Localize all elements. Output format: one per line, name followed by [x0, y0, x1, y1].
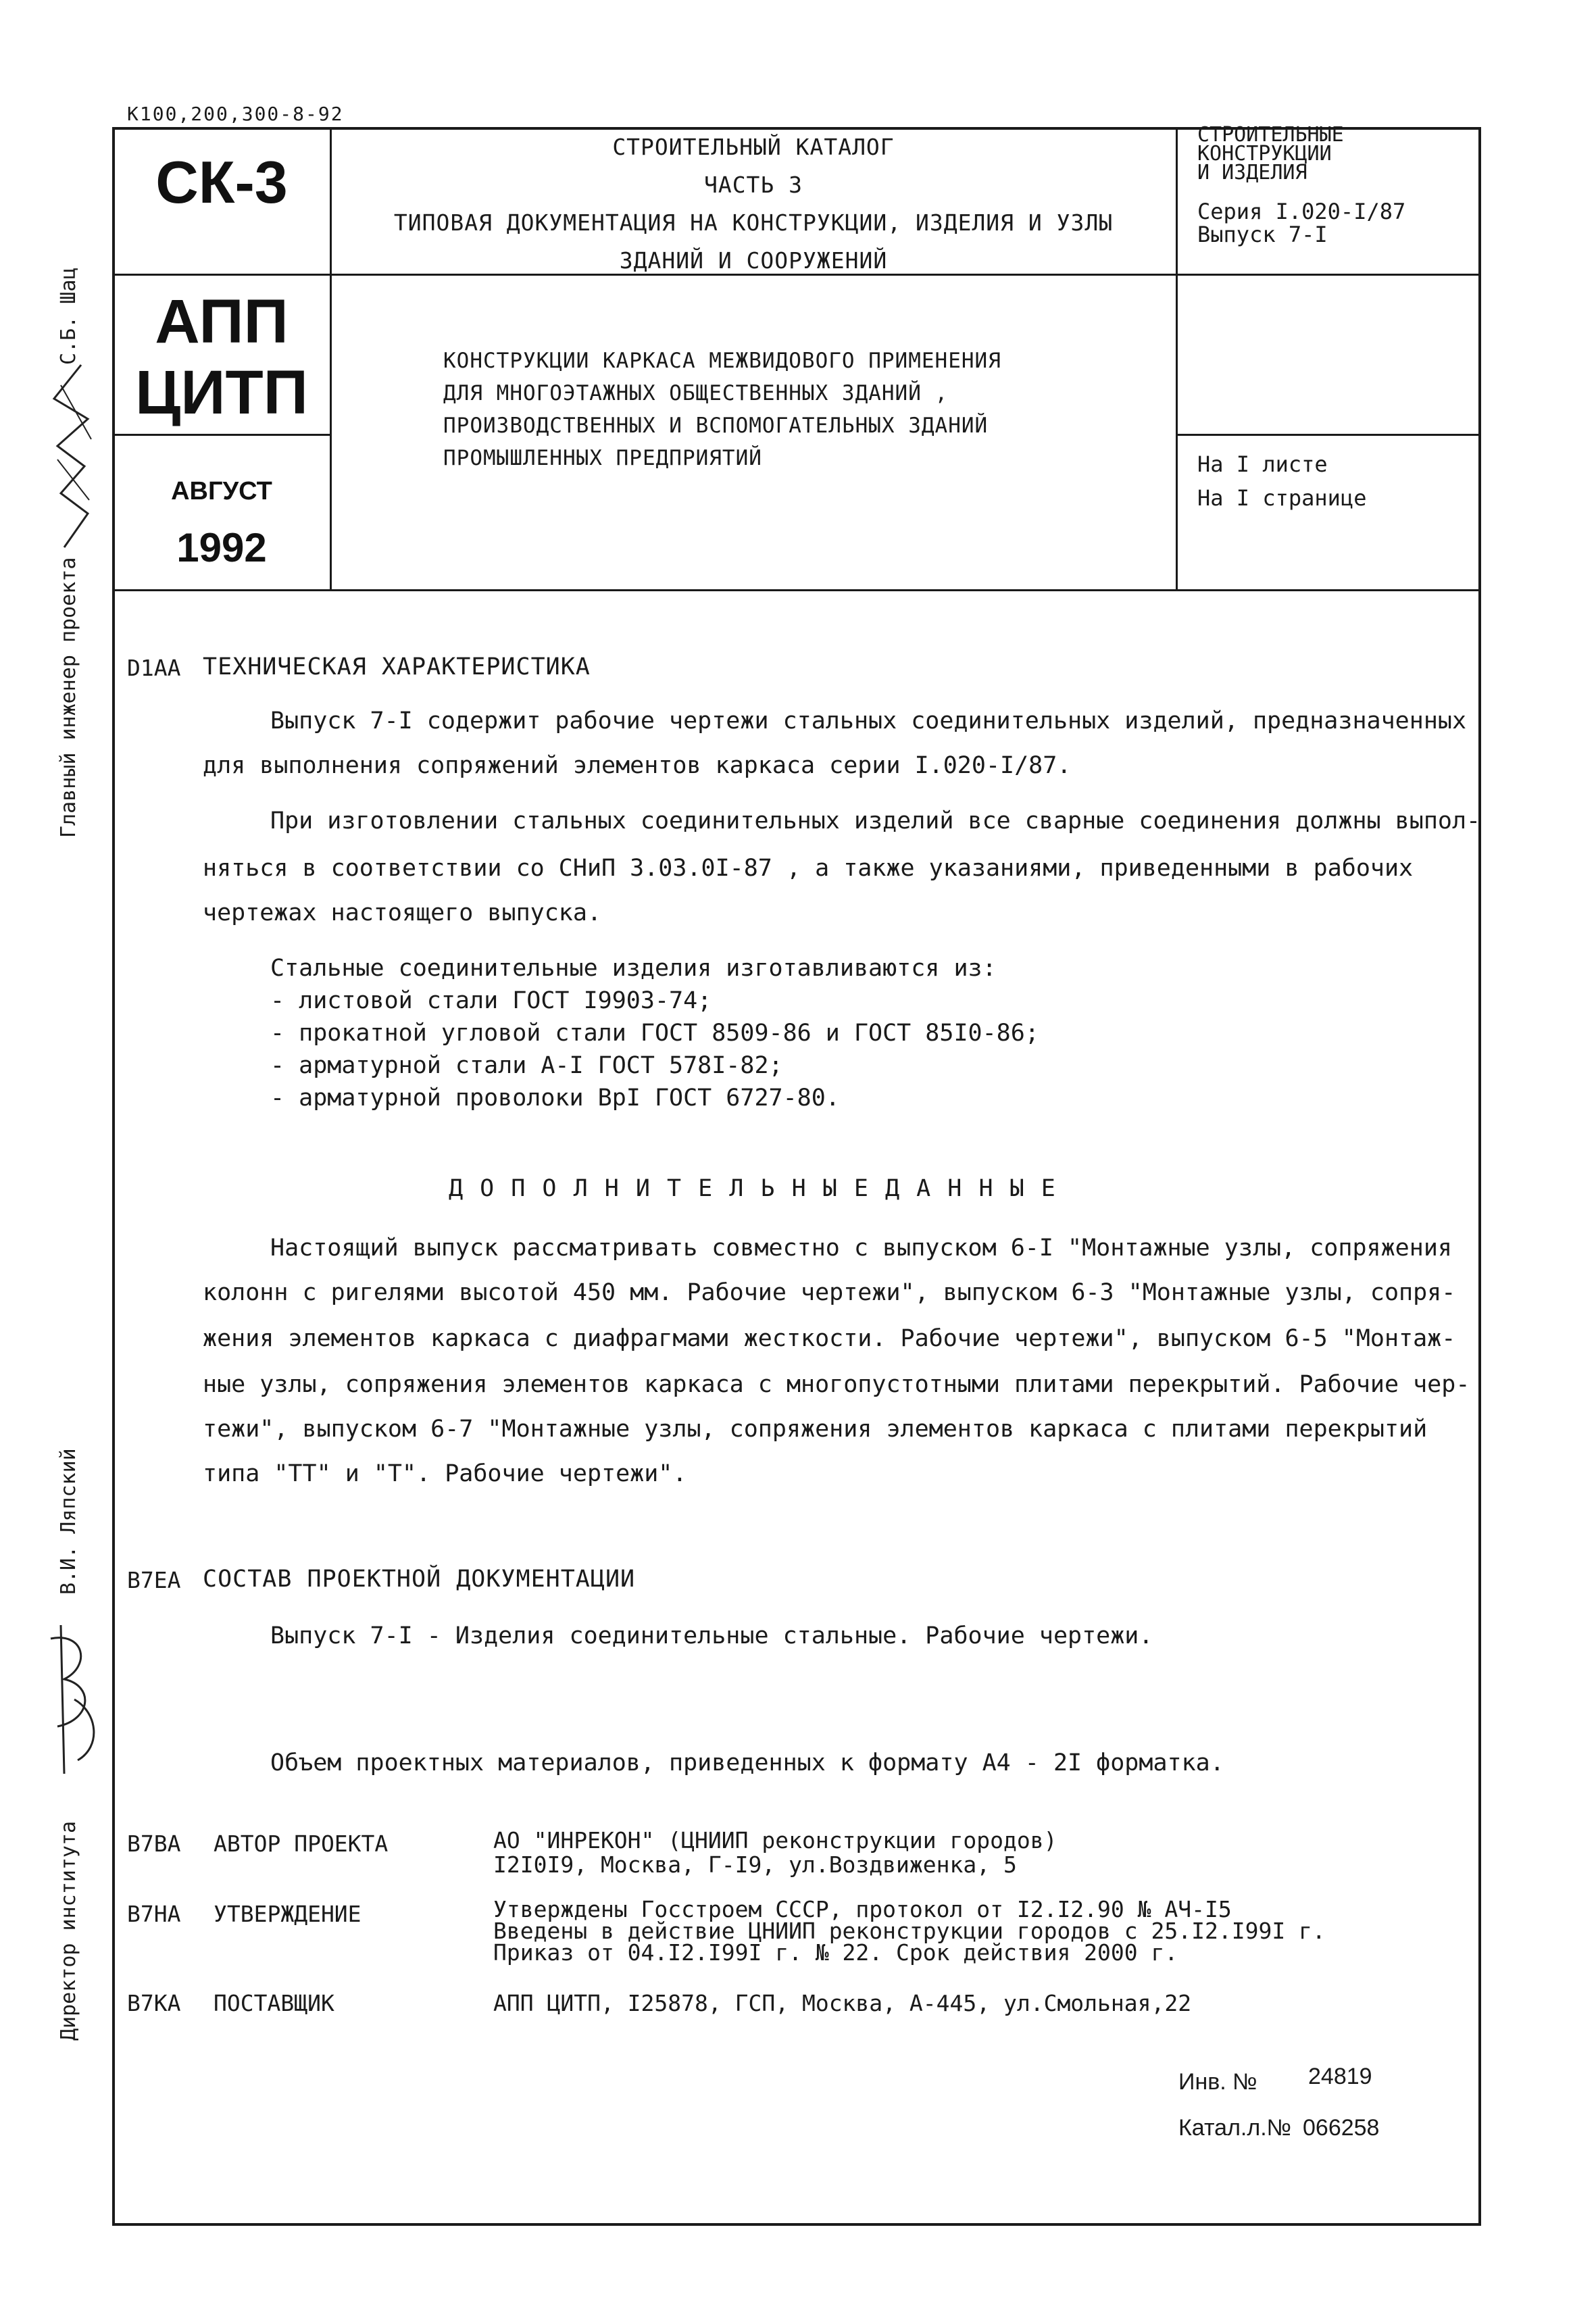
materials-intro: Стальные соединительные изделия изготавливаются из:	[270, 955, 997, 982]
tech-code: D1AA	[127, 655, 181, 681]
month: АВГУСТ	[171, 477, 272, 505]
category-line: СТРОИТЕЛЬНЫЕ	[1197, 123, 1344, 147]
material-item: - листовой стали ГОСТ I9903-74;	[270, 987, 712, 1014]
entry-value-line: Введены в действие ЦНИИП реконструкции городов с 25.I2.I99I г.	[493, 1918, 1326, 1944]
chief-engineer-role: Главный инженер проекта	[57, 557, 80, 838]
header-bottom-line	[112, 589, 1481, 591]
title-line: ПРОМЫШЛЕННЫХ ПРЕДПРИЯТИЙ	[443, 446, 762, 470]
series-box-bottom	[1176, 434, 1481, 436]
header-divider-right	[1176, 127, 1178, 591]
material-item: - арматурной стали А-I ГОСТ 578I-82;	[270, 1052, 783, 1079]
catalog-line: ТИПОВАЯ ДОКУМЕНТАЦИЯ НА КОНСТРУКЦИИ, ИЗДЕЛИЯ И УЗЛЫ	[393, 209, 1114, 236]
tech-p2-line: чертежах настоящего выпуска.	[203, 899, 602, 926]
entry-value-line: АПП ЦИТП, I25878, ГСП, Москва, А-445, ул.Смольная,22	[493, 1990, 1192, 2016]
director-role: Директор института	[57, 1820, 80, 2041]
entry-code: B7HA	[127, 1901, 181, 1927]
document-code: К100,200,300-8-92	[127, 103, 344, 125]
additional-line: ные узлы, сопряжения элементов каркаса с многопустотными плитами перекрытий. Рабочие чер-	[203, 1371, 1470, 1398]
inv-label: Инв. №	[1178, 2069, 1257, 2095]
entry-value-line: I2I0I9, Москва, Г-I9, ул.Воздвиженка, 5	[493, 1851, 1017, 1878]
title-line: ПРОИЗВОДСТВЕННЫХ И ВСПОМОГАТЕЛЬНЫХ ЗДАНИЙ	[443, 414, 989, 438]
ck-box-bottom	[112, 274, 331, 276]
inv-value: 24819	[1308, 2064, 1372, 2089]
category-line: КОНСТРУКЦИИ	[1197, 142, 1332, 166]
composition-heading: СОСТАВ ПРОЕКТНОЙ ДОКУМЕНТАЦИИ	[203, 1566, 636, 1593]
composition-line: Выпуск 7-I - Изделия соединительные стальные. Рабочие чертежи.	[270, 1622, 1153, 1649]
tech-p2-line: При изготовлении стальных соединительных изделий все сварные соединения должны выпол-	[270, 807, 1481, 835]
category-line: И ИЗДЕЛИЯ	[1197, 161, 1307, 184]
composition-volume: Объем проектных материалов, приведенных к формату А4 - 2I форматка.	[270, 1749, 1224, 1776]
catalog-block	[351, 132, 1155, 276]
catalog-line: ЧАСТЬ 3	[703, 172, 803, 198]
entry-code: B7KA	[127, 1990, 181, 2016]
entry-label: УТВЕРЖДЕНИЕ	[214, 1901, 361, 1927]
additional-line: Настоящий выпуск рассматривать совместно с выпуском 6-I "Монтажные узлы, сопряжения	[270, 1235, 1452, 1262]
entry-code: B7BA	[127, 1831, 181, 1857]
material-item: - арматурной проволоки ВрI ГОСТ 6727-80.	[270, 1085, 840, 1112]
gip-short-name: В.И. Ляпский	[57, 1448, 80, 1595]
additional-heading: Д О П О Л Н И Т Е Л Ь Н Ы Е Д А Н Н Ы Е	[449, 1175, 1057, 1202]
catalog-line: СТРОИТЕЛЬНЫЙ КАТАЛОГ	[612, 134, 895, 160]
tech-p2-line: няться в соответствии со СНиП 3.03.0I-87 , а также указаниями, приведенными в рабочих	[203, 855, 1414, 882]
katal-value: 066258	[1303, 2115, 1380, 2141]
entry-value-line: АО "ИНРЕКОН" (ЦНИИП реконструкции городов)	[493, 1827, 1057, 1853]
tech-heading: ТЕХНИЧЕСКАЯ ХАРАКТЕРИСТИКА	[203, 653, 591, 680]
tech-p1-line: для выполнения сопряжений элементов каркаса серии I.020-I/87.	[203, 752, 1072, 779]
year: 1992	[176, 525, 267, 570]
chief-engineer-signature	[41, 358, 101, 561]
additional-line: типа "ТТ" и "Т". Рабочие чертежи".	[203, 1460, 687, 1487]
title-line: ДЛЯ МНОГОЭТАЖНЫХ ОБЩЕСТВЕННЫХ ЗДАНИЙ ,	[443, 381, 949, 405]
entry-value	[493, 1828, 1057, 1877]
series: Серия I.020-I/87	[1197, 199, 1406, 224]
page-count: На I странице	[1197, 485, 1367, 511]
material-item: - прокатной угловой стали ГОСТ 8509-86 и ГОСТ 85I0-86;	[270, 1020, 1039, 1047]
title-line: КОНСТРУКЦИИ КАРКАСА МЕЖВИДОВОГО ПРИМЕНЕНИЯ	[443, 349, 1001, 373]
director-signature	[37, 1618, 111, 1787]
entry-value-line: Утверждены Госстроем СССР, протокол от I2.I2.90 № АЧ-I5	[493, 1896, 1232, 1922]
document-title	[443, 345, 1001, 474]
entry-value	[493, 1896, 1326, 1966]
org-line2: ЦИТП	[135, 358, 308, 427]
ck-label: СК-3	[155, 149, 288, 216]
sheet-count: На I листе	[1197, 451, 1328, 477]
entry-label: ПОСТАВЩИК	[214, 1990, 334, 2016]
entry-label: АВТОР ПРОЕКТА	[214, 1831, 389, 1857]
tech-p1-line: Выпуск 7-I содержит рабочие чертежи стальных соединительных изделий, предназначенных	[270, 707, 1467, 735]
catalog-line: ЗДАНИЙ И СООРУЖЕНИЙ	[619, 247, 888, 274]
issue: Выпуск 7-I	[1197, 222, 1328, 247]
additional-line: жения элементов каркаса с диафрагмами жесткости. Рабочие чертежи", выпуском 6-5 "Монтаж-	[203, 1325, 1456, 1352]
category-block	[1197, 123, 1344, 184]
katal-label: Катал.л.№	[1178, 2115, 1292, 2141]
org-line1: АПП	[155, 287, 289, 356]
chief-engineer-name: С.Б. Шац	[57, 267, 80, 365]
composition-code: B7EA	[127, 1567, 181, 1593]
additional-line: тежи", выпуском 6-7 "Монтажные узлы, сопряжения элементов каркаса с плитами перекрытий	[203, 1416, 1428, 1443]
org-box-bottom	[112, 434, 331, 436]
entry-value-line: Приказ от 04.I2.I99I г. № 22. Срок действия 2000 г.	[493, 1939, 1178, 1966]
additional-line: колонн с ригелями высотой 450 мм. Рабочие чертежи", выпуском 6-3 "Монтажные узлы, сопря-	[203, 1279, 1456, 1306]
